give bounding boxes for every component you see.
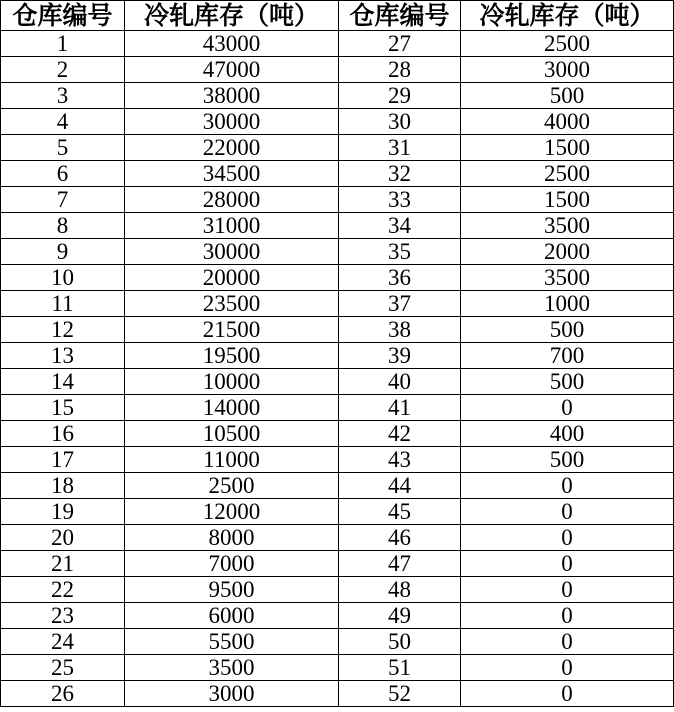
table-row	[1, 213, 674, 239]
cold-rolled-stock-cell: 10500	[125, 421, 339, 447]
warehouse-id-cell: 44	[339, 473, 461, 499]
table-row	[1, 681, 674, 707]
cold-rolled-stock-cell: 23500	[125, 291, 339, 317]
cold-rolled-stock-cell: 43000	[125, 31, 339, 57]
table-row	[1, 655, 674, 681]
warehouse-id-cell: 21	[1, 551, 125, 577]
warehouse-id-cell: 24	[1, 629, 125, 655]
warehouse-id-cell: 41	[339, 395, 461, 421]
cold-rolled-stock-cell: 0	[461, 655, 674, 681]
cold-rolled-stock-cell: 3500	[461, 265, 674, 291]
table-row	[1, 577, 674, 603]
cold-rolled-stock-cell: 19500	[125, 343, 339, 369]
cold-rolled-stock-cell: 4000	[461, 109, 674, 135]
table-row	[1, 135, 674, 161]
warehouse-id-cell: 5	[1, 135, 125, 161]
header-warehouse-id-right: 仓库编号	[339, 1, 461, 31]
table-body	[1, 31, 674, 707]
cold-rolled-stock-cell: 0	[461, 473, 674, 499]
warehouse-id-cell: 13	[1, 343, 125, 369]
table-header	[1, 1, 674, 31]
warehouse-id-cell: 31	[339, 135, 461, 161]
table-row	[1, 317, 674, 343]
warehouse-id-cell: 18	[1, 473, 125, 499]
table-row	[1, 57, 674, 83]
warehouse-id-cell: 51	[339, 655, 461, 681]
table-row	[1, 291, 674, 317]
cold-rolled-stock-cell: 0	[461, 499, 674, 525]
cold-rolled-stock-cell: 1500	[461, 135, 674, 161]
warehouse-id-cell: 33	[339, 187, 461, 213]
warehouse-id-cell: 4	[1, 109, 125, 135]
warehouse-id-cell: 23	[1, 603, 125, 629]
table-row	[1, 395, 674, 421]
header-cold-rolled-stock-right: 冷轧库存（吨）	[461, 1, 674, 31]
warehouse-id-cell: 15	[1, 395, 125, 421]
warehouse-id-cell: 8	[1, 213, 125, 239]
warehouse-id-cell: 34	[339, 213, 461, 239]
warehouse-id-cell: 40	[339, 369, 461, 395]
cold-rolled-stock-cell: 30000	[125, 239, 339, 265]
warehouse-id-cell: 19	[1, 499, 125, 525]
cold-rolled-stock-cell: 2500	[461, 161, 674, 187]
warehouse-id-cell: 43	[339, 447, 461, 473]
table-row	[1, 551, 674, 577]
table-row	[1, 525, 674, 551]
warehouse-id-cell: 30	[339, 109, 461, 135]
header-row	[1, 1, 674, 31]
warehouse-id-cell: 39	[339, 343, 461, 369]
warehouse-id-cell: 6	[1, 161, 125, 187]
cold-rolled-stock-cell: 38000	[125, 83, 339, 109]
table-row	[1, 603, 674, 629]
warehouse-id-cell: 16	[1, 421, 125, 447]
warehouse-id-cell: 26	[1, 681, 125, 707]
cold-rolled-stock-cell: 11000	[125, 447, 339, 473]
table-row	[1, 343, 674, 369]
cold-rolled-stock-cell: 30000	[125, 109, 339, 135]
warehouse-id-cell: 3	[1, 83, 125, 109]
table-row	[1, 629, 674, 655]
cold-rolled-stock-cell: 500	[461, 317, 674, 343]
warehouse-id-cell: 46	[339, 525, 461, 551]
cold-rolled-stock-cell: 3000	[125, 681, 339, 707]
cold-rolled-stock-cell: 21500	[125, 317, 339, 343]
table-row	[1, 31, 674, 57]
warehouse-id-cell: 11	[1, 291, 125, 317]
warehouse-id-cell: 2	[1, 57, 125, 83]
cold-rolled-stock-cell: 0	[461, 395, 674, 421]
warehouse-id-cell: 14	[1, 369, 125, 395]
header-warehouse-id-left: 仓库编号	[1, 1, 125, 31]
warehouse-id-cell: 50	[339, 629, 461, 655]
warehouse-id-cell: 35	[339, 239, 461, 265]
warehouse-id-cell: 45	[339, 499, 461, 525]
cold-rolled-stock-cell: 47000	[125, 57, 339, 83]
table-row	[1, 161, 674, 187]
header-cold-rolled-stock-left: 冷轧库存（吨）	[125, 1, 339, 31]
warehouse-id-cell: 25	[1, 655, 125, 681]
table-row	[1, 187, 674, 213]
warehouse-id-cell: 22	[1, 577, 125, 603]
cold-rolled-stock-cell: 1500	[461, 187, 674, 213]
warehouse-id-cell: 47	[339, 551, 461, 577]
cold-rolled-stock-cell: 22000	[125, 135, 339, 161]
warehouse-id-cell: 17	[1, 447, 125, 473]
table-row	[1, 83, 674, 109]
cold-rolled-stock-cell: 31000	[125, 213, 339, 239]
warehouse-id-cell: 49	[339, 603, 461, 629]
cold-rolled-stock-cell: 500	[461, 447, 674, 473]
table-row	[1, 239, 674, 265]
table-row	[1, 447, 674, 473]
cold-rolled-stock-cell: 14000	[125, 395, 339, 421]
warehouse-id-cell: 52	[339, 681, 461, 707]
warehouse-id-cell: 38	[339, 317, 461, 343]
cold-rolled-stock-cell: 3500	[125, 655, 339, 681]
cold-rolled-stock-cell: 3500	[461, 213, 674, 239]
cold-rolled-stock-cell: 6000	[125, 603, 339, 629]
cold-rolled-stock-cell: 0	[461, 603, 674, 629]
cold-rolled-stock-cell: 2500	[461, 31, 674, 57]
warehouse-id-cell: 27	[339, 31, 461, 57]
cold-rolled-stock-cell: 3000	[461, 57, 674, 83]
warehouse-id-cell: 7	[1, 187, 125, 213]
warehouse-id-cell: 42	[339, 421, 461, 447]
cold-rolled-stock-cell: 0	[461, 525, 674, 551]
cold-rolled-stock-cell: 10000	[125, 369, 339, 395]
cold-rolled-stock-cell: 1000	[461, 291, 674, 317]
warehouse-id-cell: 20	[1, 525, 125, 551]
cold-rolled-stock-cell: 500	[461, 83, 674, 109]
cold-rolled-stock-cell: 34500	[125, 161, 339, 187]
warehouse-id-cell: 48	[339, 577, 461, 603]
cold-rolled-stock-cell: 5500	[125, 629, 339, 655]
cold-rolled-stock-cell: 20000	[125, 265, 339, 291]
cold-rolled-stock-cell: 0	[461, 681, 674, 707]
cold-rolled-stock-cell: 28000	[125, 187, 339, 213]
warehouse-id-cell: 12	[1, 317, 125, 343]
cold-rolled-stock-cell: 8000	[125, 525, 339, 551]
cold-rolled-stock-cell: 500	[461, 369, 674, 395]
warehouse-id-cell: 10	[1, 265, 125, 291]
warehouse-id-cell: 36	[339, 265, 461, 291]
warehouse-id-cell: 29	[339, 83, 461, 109]
cold-rolled-stock-cell: 2000	[461, 239, 674, 265]
cold-rolled-stock-cell: 7000	[125, 551, 339, 577]
warehouse-id-cell: 1	[1, 31, 125, 57]
table-row	[1, 499, 674, 525]
table-row	[1, 369, 674, 395]
table-row	[1, 109, 674, 135]
cold-rolled-stock-cell: 2500	[125, 473, 339, 499]
cold-rolled-stock-cell: 0	[461, 629, 674, 655]
warehouse-id-cell: 37	[339, 291, 461, 317]
cold-rolled-stock-cell: 12000	[125, 499, 339, 525]
table-row	[1, 265, 674, 291]
cold-rolled-stock-cell: 0	[461, 577, 674, 603]
cold-rolled-stock-cell: 0	[461, 551, 674, 577]
table-row	[1, 421, 674, 447]
cold-rolled-stock-cell: 9500	[125, 577, 339, 603]
warehouse-id-cell: 32	[339, 161, 461, 187]
table-row	[1, 473, 674, 499]
cold-rolled-stock-cell: 400	[461, 421, 674, 447]
warehouse-id-cell: 28	[339, 57, 461, 83]
cold-rolled-stock-cell: 700	[461, 343, 674, 369]
warehouse-id-cell: 9	[1, 239, 125, 265]
